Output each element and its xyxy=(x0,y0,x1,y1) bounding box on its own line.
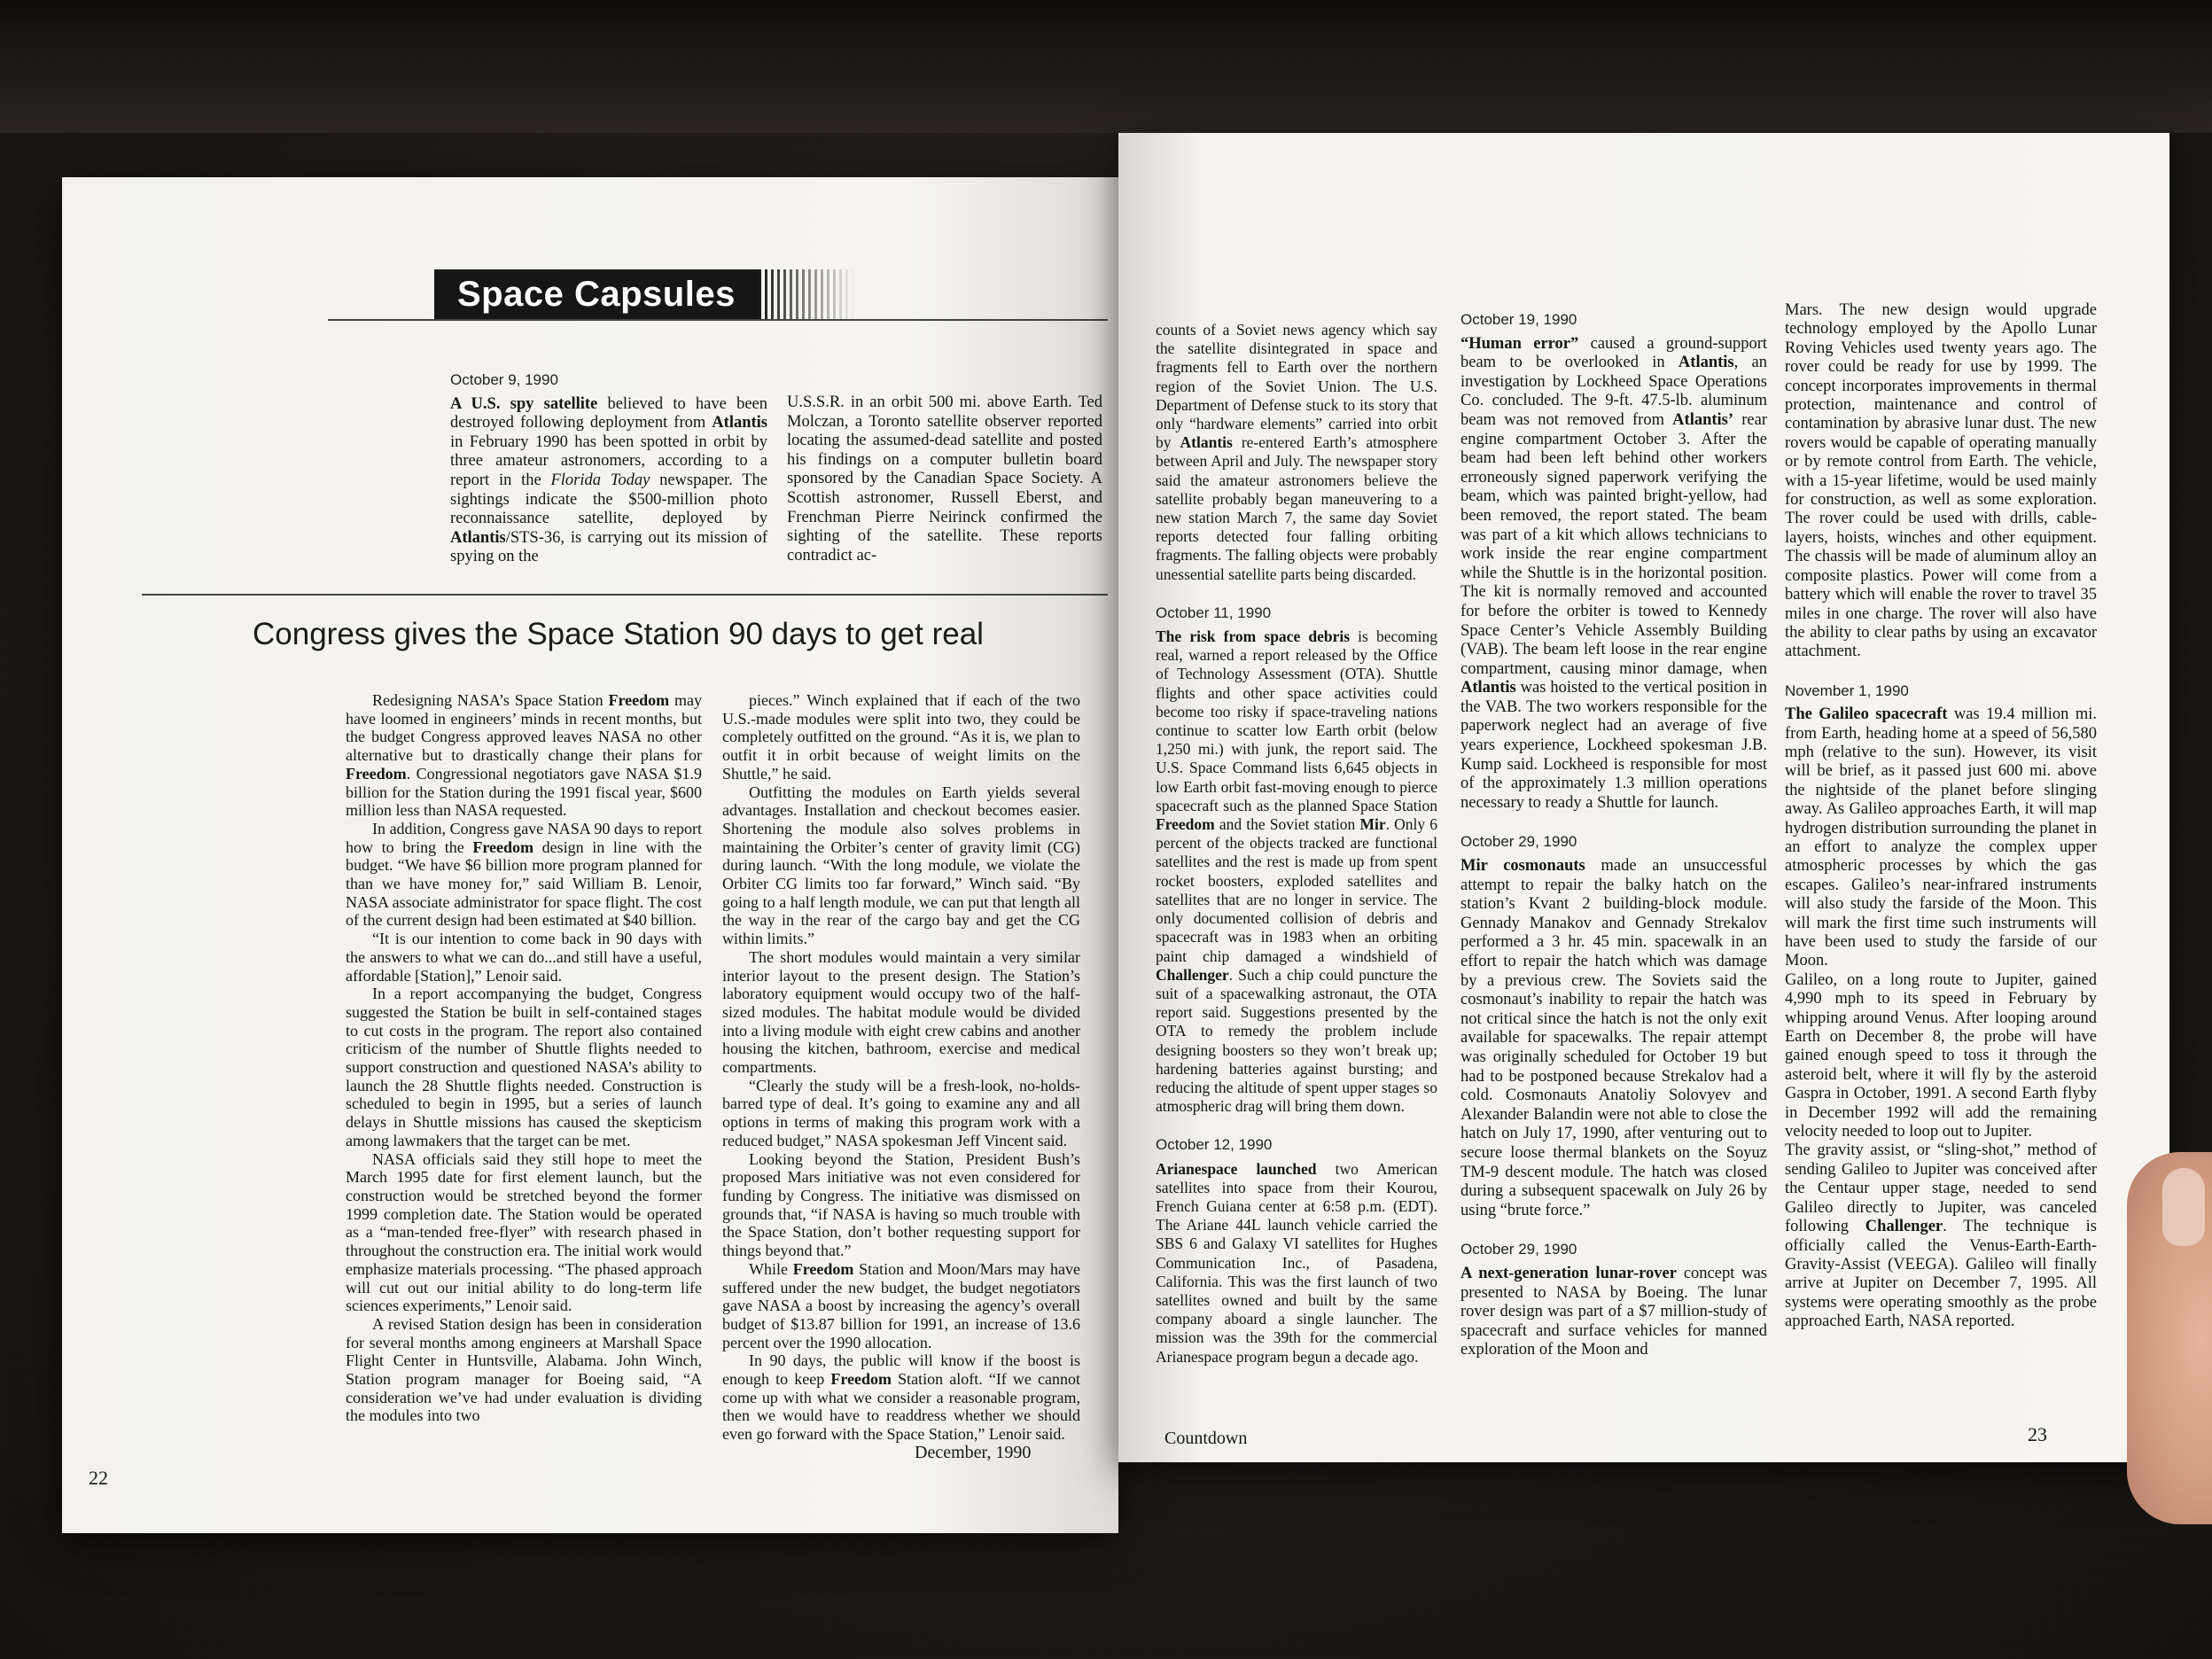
capsule-date: November 1, 1990 xyxy=(1785,682,1909,699)
capsule-text: Mir cosmonauts made an unsuccessful attempt to repair the balky hatch on the station’s Kvant 2 building-block module. Gennady Manakov and Gennady Strekalov performed a 3 hr. 45 min. spacewalk in an effort to repair the hatch which was damage by a previous crew. The Soviets said the cosmonaut’s inability to repair the hatch was not critical since the hatch is not the only exit available for spacewalks. The repair attempt was originally scheduled for October 19 but had to be postponed because Strekalov had a cold. Cosmonauts Anatoliy Solovyev and Alexander Balandin were not able to close the hatch on July 17, 1990, after venturing out to secure loose thermal blankets on the Soyuz TM-9 descent module. The hatch was closed during a subsequent spacewalk on July 26 by using “brute force.” xyxy=(1460,857,1767,1219)
capsule-text: A next-generation lunar-rover concept was presented to NASA by Boeing. The lunar rover design was part of a $7 million-study of spacecraft and surface vehicles for manned exploration of the Moon and xyxy=(1460,1264,1768,1359)
capsule-date: October 12, 1990 xyxy=(1156,1136,1273,1154)
capsule-text xyxy=(1785,705,2097,1331)
couch-backrest xyxy=(0,0,2212,133)
banner-rule xyxy=(328,319,1108,321)
left-page xyxy=(62,177,1118,1533)
capsule-text: Arianespace launched two American satellites into space from their Kourou, French Guiana center at 6:58 p.m. (EDT). The Ariane 44L launch vehicle carried the SBS 6 and Galaxy VI satellites for Hughes Communication Inc., of Pasadena, California. This was the first launch of two satellites owned and built by the same company aboard a single launcher. The mission was the 39th for the commercial Arianespace program begun a decade ago. xyxy=(1156,1159,1437,1366)
paragraph: The short modules would maintain a very similar interior layout to the present design. The Station’s laboratory equipment would occupy two of the half-sized modules. The habitat module would be divided into a living module with eight crew cabins and another housing the kitchen, bathroom, exercise and medical compartments. xyxy=(722,947,1080,1077)
paragraph: “Clearly the study will be a fresh-look, no-holds-barred type of deal. It’s going to examine any and all options in terms of making this program work with a reduced budget,” NASA spokesman Jeff Vincent said. xyxy=(722,1076,1080,1149)
article-col2 xyxy=(722,691,1080,1444)
capsule-text: counts of a Soviet news agency which say the satellite disintegrated in space and fragments fell to Earth over the northern region of the Soviet Union. The U.S. Department of Defense stuck to its story that only “hardware elements” carried into orbit by Atlantis re-entered Earth’s atmosphere between April and July. The newspaper story said the amateur astronomers believe the satellite probably began maneuvering to a new station March 7, the same day Soviet reports detected four falling orbiting fragments. The falling objects were probably unessential satellite parts being discarded. xyxy=(1156,321,1437,583)
capsule-date: October 9, 1990 xyxy=(450,371,558,388)
capsule-date: October 29, 1990 xyxy=(1460,1241,1577,1258)
capsule-col3 xyxy=(1785,301,2097,1351)
paragraph: A revised Station design has been in consideration for several months among engineers at Marshall Space Flight Center in Huntsville, Alabama. John Winch, Station program manager for Boeing said, “A consideration we’ve had under evaluation is dividing the modules into two xyxy=(346,1314,702,1425)
capsule-date: October 19, 1990 xyxy=(1460,311,1577,328)
thumbnail xyxy=(2162,1168,2205,1246)
right-page xyxy=(1118,133,2169,1462)
paragraph: In addition, Congress gave NASA 90 days to report how to bring the Freedom design in line with the budget. “We have $6 billion more program planned for than we have money for,” said William B. Lenoir, NASA associate administrator for space flight. The cost of the current design had been estimated at $40 billion. xyxy=(346,819,702,930)
capsule-text: The risk from space debris is becoming real, warned a report released by the Office of Technology Assessment (OTA). Shuttle flights and other space activities could become too risky if space-traveling nations continue to scatter low Earth orbit (below 1,250 mi.) with junk, the report said. The U.S. Space Command lists 6,645 objects in low Earth orbit fast-moving enough to pierce spacecraft such as the planned Space Station Freedom and the Soviet station Mir. Only 6 percent of the objects tracked are functional satellites and the rest is made up from spent rocket boosters, exploded satellites and satellites that are no longer in service. The only documented collision of debris and spacecraft was in 1983 when an orbiting paint chip damaged a windshield of Challenger. Such a chip could puncture the suit of a spacewalking astronaut, the OTA report said. Suggestions presented by the OTA to remedy the problem include designing boosters so they won’t break up; hardening batteries against bursting; and reducing the altitude of spent upper stages so atmospheric drag will bring them down. xyxy=(1156,627,1437,1116)
paragraph: In 90 days, the public will know if the boost is enough to keep Freedom Station aloft. “If we cannot come up with what we consider a reasonable program, then we would have to readdress whether we should even go forward with the Space Station,” Lenoir said. xyxy=(722,1351,1081,1444)
capsule-date: October 11, 1990 xyxy=(1156,604,1272,621)
issue-date: December, 1990 xyxy=(915,1443,1032,1462)
article-col1 xyxy=(346,691,702,1425)
paragraph: pieces.” Winch explained that if each of the two U.S.-made modules were split into two, they could be completely outfitted on the ground. “As it is, we plan to outfit it in orbit because of weight limits on the Shuttle,” he said. xyxy=(722,691,1080,783)
paragraph: While Freedom Station and Moon/Mars may have suffered under the new budget, the budget negotiators gave NASA a boost by increasing the agency’s overall budget of $13.87 billion for 1991, an increase of 13.6 percent over the 1990 allocation. xyxy=(722,1259,1080,1351)
paragraph: In a report accompanying the budget, Congress suggested the Station be built in self-contained stages to cut costs in the program. The report also contained criticism of the number of Shuttle flights needed to support construction and questioned NASA’s ability to launch the 28 Shuttle flights needed. Construction is scheduled to begin in 1995, but a series of launch delays in Shuttle missions has caused the skepticism among lawmakers that the target can be met. xyxy=(346,985,702,1149)
capsule-text: “Human error” caused a ground-support beam to be overlooked in Atlantis, an investigation by Lockheed Space Operations Co. concluded. The 9-ft. 47.5-lb. aluminum beam was not removed from Atlantis’ rear engine compartment October 3. After the beam had been left behind other workers erroneously signed paperwork verifying the beam, which was painted bright-yellow, had been removed, the report stated. The beam was part of a kit which allows technicians to work inside the rear engine compartment while the Shuttle is in the horizontal position. The kit is normally removed and accounted for before the orbiter is towed to Kennedy Space Center’s Vehicle Assembly Building (VAB). The beam left loose in the rear engine compartment, causing minor damage, when Atlantis was hoisted to the vertical position in the VAB. The two workers responsible for the paperwork neglect had an average of five years experience, Lockheed spokesman J.B. Kump said. Lockheed is responsible for most of the approximately 1.3 million operations necessary to ready a Shuttle for launch. xyxy=(1460,334,1767,812)
page-number: 22 xyxy=(89,1467,108,1489)
paragraph: Galileo, on a long route to Jupiter, gained 4,990 mph to its speed in February by whipping around Venus. After looping around Earth on December 8, the probe will have gained enough speed to toss it through the asteroid belt, where it will fly by the asteroid Gaspra in October, 1991. A second Earth flyby in December 1992 will add the remaining velocity needed to loop out to Jupiter. xyxy=(1785,970,2097,1141)
paragraph: Looking beyond the Station, President Bush’s proposed Mars initiative was not even considered for funding by Congress. The initiative was dismissed on grounds that, “if NASA is having so much trouble with the Space Station, don’t bother requesting support for things beyond that.” xyxy=(722,1149,1080,1260)
capsule-col2 xyxy=(1460,310,1767,1380)
capsule-oct9-col1 xyxy=(450,370,767,567)
paragraph: The Galileo spacecraft was 19.4 million mi. from Earth, heading home at a speed of 56,580 mph (relative to the sun). However, its visit will be brief, as it passed just 600 mi. above the nightside of the planet before slinging away. As Galileo approaches Earth, it will map hydrogen distribution surrounding the planet in an effort to analyze the complex upper atmospheric processes by which the gas escapes. Galileo’s near-infrared instruments will also study the farside of the Moon. This will mark the first time such instruments will have been used to study the farside of our Moon. xyxy=(1785,705,2098,970)
paragraph: NASA officials said they still hope to meet the March 1995 date for first element launch, but the construction would be stretched beyond the former 1999 completion date. The Station would be operated as a “man-tended free-flyer” with research phased in throughout the construction era. The initial work would emphasize materials processing. “The phased approach will cut out our initial ability to do long-term life sciences experiments,” Lenoir said. xyxy=(346,1149,702,1315)
section-banner xyxy=(434,269,895,319)
paragraph: Redesigning NASA’s Space Station Freedom may have loomed in engineers’ minds in recent months, but the budget Congress approved leaves NASA no other alternative but to drastically change their plans for Freedom. Congressional negotiators gave NASA $1.9 billion for the Station during the 1991 fiscal year, $600 million less than NASA requested. xyxy=(346,691,702,820)
capsule-col1 xyxy=(1156,321,1437,1386)
capsule-text: A U.S. spy satellite believed to have been destroyed following deployment from Atlantis in February 1990 has been spotted in orbit by three amateur astronomers, according to a report in the Florida Today newspaper. The sightings indicate the $500-million photo reconnaissance satellite, deployed by Atlantis/STS-36, is carrying out its mission of spying on the xyxy=(450,394,767,566)
capsule-date: October 29, 1990 xyxy=(1460,833,1577,851)
paragraph: The gravity assist, or “sling-shot,” method of sending Galileo to Jupiter was conceived after the Centaur upper stage, needed to send Galileo directly to Jupiter, was canceled following Challenger. The technique is officially called the Venus-Earth-Earth-Gravity-Assist (VEEGA). Galileo will finally arrive at Jupiter on December 7, 1995. All systems were operating smoothly as the probe approached Earth, NASA reported. xyxy=(1785,1141,2097,1331)
capsule-text: Mars. The new design would upgrade technology employed by the Apollo Lunar Roving Vehicles used twenty years ago. The rover could be ready for use by 1999. The concept incorporates improvements in thermal protection, maintenance and control of contamination by abrasive lunar dust. The new rovers would be capable of operating manually or by remote control from Earth. The vehicle, with a 15-year lifetime, would be used mainly for construction, as well as some exploration. The rover could be used with drills, cable-layers, hoists, winches and other equipment. The chassis will be made of aluminum alloy an composite plastics. Power will come from a battery which will enable the rover to travel 35 miles in one charge. The rover will also have the ability to clear paths by using an excavator attachment. xyxy=(1785,301,2097,661)
capsule-text: U.S.S.R. in an orbit 500 mi. above Earth. Ted Molczan, a Toronto satellite observer reported locating the assumed-dead satellite and posted his findings on a computer bulletin board sponsored by the Canadian Space Society. A Scottish astronomer, Russell Eberst, and Frenchman Pierre Neirinck confirmed the sighting of the satellite. These reports contradict ac- xyxy=(787,393,1102,565)
section-rule xyxy=(142,594,1108,596)
capsule-oct9-col2 xyxy=(787,393,1102,565)
section-title: Space Capsules xyxy=(434,269,759,319)
paragraph: Outfitting the modules on Earth yields several advantages. Installation and checkout becomes easier. Shortening the module also solves problems in maintaining the Orbiter’s center of gravity limit (CG) during launch. “With the long module, we violate the Orbiter CG limits too far forward,” Winch said. “By going to a half length module, we can put that length all the way in the rear of the cargo bay and get the CG within limits.” xyxy=(722,783,1080,948)
page-number: 23 xyxy=(2028,1423,2047,1445)
magazine-title: Countdown xyxy=(1164,1429,1248,1448)
article-headline: Congress gives the Space Station 90 days to get real xyxy=(253,617,984,651)
banner-stripes xyxy=(759,269,856,319)
paragraph: “It is our intention to come back in 90 days with the answers to what we can do...and still have a useful, affordable [Station],” Lenoir said. xyxy=(346,930,702,985)
